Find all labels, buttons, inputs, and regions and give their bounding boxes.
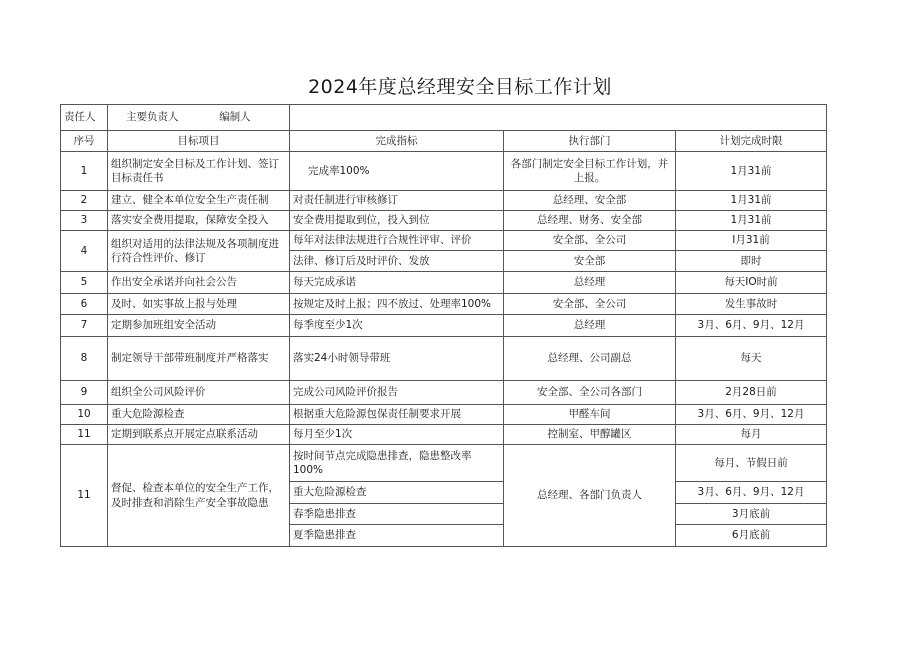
compiler-value — [290, 105, 827, 131]
row-dept: 总经理、公司副总 — [504, 337, 676, 381]
table-row — [61, 231, 827, 251]
row-deadline: 6月底前 — [676, 525, 827, 547]
table-row — [61, 425, 827, 445]
row-project: 督促、检查本单位的安全生产工作，及时排查和消除生产安全事故隐患 — [108, 445, 290, 547]
row-indicator: 每年对法律法规进行合规性评审、评价 — [290, 231, 504, 251]
table-header-row — [61, 131, 827, 152]
row-indicator: 落实24小时领导带班 — [290, 337, 504, 381]
row-no: 9 — [61, 381, 108, 405]
row-no: 11 — [61, 445, 108, 547]
row-indicator: 根据重大危险源包保责任制要求开展 — [290, 405, 504, 425]
row-dept: 安全部 — [504, 251, 676, 272]
row-dept: 总经理、各部门负责人 — [504, 445, 676, 547]
row-indicator: 安全费用提取到位，投入到位 — [290, 211, 504, 231]
table-row — [61, 294, 827, 315]
row-indicator: 每季度至少1次 — [290, 315, 504, 337]
table-row — [61, 381, 827, 405]
responsible-row — [61, 105, 827, 131]
row-indicator: 完成公司风险评价报告 — [290, 381, 504, 405]
row-project: 定期到联系点开展定点联系活动 — [108, 425, 290, 445]
row-no: 10 — [61, 405, 108, 425]
row-deadline: 1月31前 — [676, 152, 827, 191]
row-deadline: 即时 — [676, 251, 827, 272]
row-dept: 甲醛车间 — [504, 405, 676, 425]
table-row — [61, 337, 827, 381]
table-row — [61, 152, 827, 191]
responsible-label: 责任人 — [61, 105, 108, 131]
row-project: 建立、健全本单位安全生产责任制 — [108, 191, 290, 211]
compiler-label: 编制人 — [219, 111, 251, 124]
row-indicator: 对责任制进行审核修订 — [290, 191, 504, 211]
row-deadline: 发生事故时 — [676, 294, 827, 315]
row-no: 7 — [61, 315, 108, 337]
table-row — [61, 445, 827, 482]
table-row — [61, 405, 827, 425]
row-deadline: 每月 — [676, 425, 827, 445]
row-deadline: 每月、节假日前 — [676, 445, 827, 482]
row-no: 11 — [61, 425, 108, 445]
row-dept: 总经理、财务、安全部 — [504, 211, 676, 231]
row-deadline: I月31前 — [676, 231, 827, 251]
row-no: 1 — [61, 152, 108, 191]
row-indicator: 夏季隐患排查 — [290, 525, 504, 547]
row-indicator: 按规定及时上报；四不放过、处理率100% — [290, 294, 504, 315]
row-no: 4 — [61, 231, 108, 272]
row-dept: 控制室、甲醇罐区 — [504, 425, 676, 445]
header-dept: 执行部门 — [504, 131, 676, 152]
row-dept: 安全部、全公司 — [504, 231, 676, 251]
row-no: 3 — [61, 211, 108, 231]
row-dept: 各部门制定安全目标工作计划，并上报。 — [504, 152, 676, 191]
responsible-value-text: 主要负责人 — [126, 111, 179, 124]
row-deadline: 每天 — [676, 337, 827, 381]
row-deadline: 1月31前 — [676, 211, 827, 231]
row-indicator: 法律、修订后及时评价、发放 — [290, 251, 504, 272]
header-project: 目标项目 — [108, 131, 290, 152]
row-dept: 总经理 — [504, 315, 676, 337]
row-indicator: 重大危险源检查 — [290, 482, 504, 504]
responsible-value — [108, 105, 290, 131]
row-no: 6 — [61, 294, 108, 315]
row-project: 制定领导干部带班制度并严格落实 — [108, 337, 290, 381]
row-deadline: 1月31前 — [676, 191, 827, 211]
row-project: 落实安全费用提取，保障安全投入 — [108, 211, 290, 231]
row-indicator: 按时间节点完成隐患排查，隐患整改率100% — [290, 445, 504, 482]
row-deadline: 每天IO时前 — [676, 272, 827, 294]
row-indicator: 每月至少1次 — [290, 425, 504, 445]
row-dept: 总经理 — [504, 272, 676, 294]
row-deadline: 3月、6月、9月、12月 — [676, 315, 827, 337]
table-row — [61, 315, 827, 337]
row-dept: 总经理、安全部 — [504, 191, 676, 211]
row-project: 定期参加班组安全活动 — [108, 315, 290, 337]
table-row — [61, 211, 827, 231]
row-no: 5 — [61, 272, 108, 294]
row-indicator: 每天完成承诺 — [290, 272, 504, 294]
row-project: 重大危险源检查 — [108, 405, 290, 425]
row-no: 8 — [61, 337, 108, 381]
row-project: 及时、如实事故上报与处理 — [108, 294, 290, 315]
header-indicator: 完成指标 — [290, 131, 504, 152]
row-deadline: 3月、6月、9月、12月 — [676, 482, 827, 504]
plan-table — [60, 104, 827, 547]
row-deadline: 3月、6月、9月、12月 — [676, 405, 827, 425]
table-row — [61, 272, 827, 294]
row-deadline: 3月底前 — [676, 504, 827, 525]
header-deadline: 计划完成时限 — [676, 131, 827, 152]
page-title: 2024年度总经理安全目标工作计划 — [308, 76, 612, 98]
row-project: 组织全公司风险评价 — [108, 381, 290, 405]
row-project: 组织对适用的法律法规及各项制度进行符合性评价、修订 — [108, 231, 290, 272]
row-indicator: 完成率100% — [290, 152, 504, 191]
row-deadline: 2月28日前 — [676, 381, 827, 405]
table-row — [61, 191, 827, 211]
row-project: 作出安全承诺并向社会公告 — [108, 272, 290, 294]
row-dept: 安全部、全公司各部门 — [504, 381, 676, 405]
row-project: 组织制定安全目标及工作计划、签订目标责任书 — [108, 152, 290, 191]
header-no: 序号 — [61, 131, 108, 152]
row-dept: 安全部、全公司 — [504, 294, 676, 315]
row-no: 2 — [61, 191, 108, 211]
row-indicator: 春季隐患排查 — [290, 504, 504, 525]
